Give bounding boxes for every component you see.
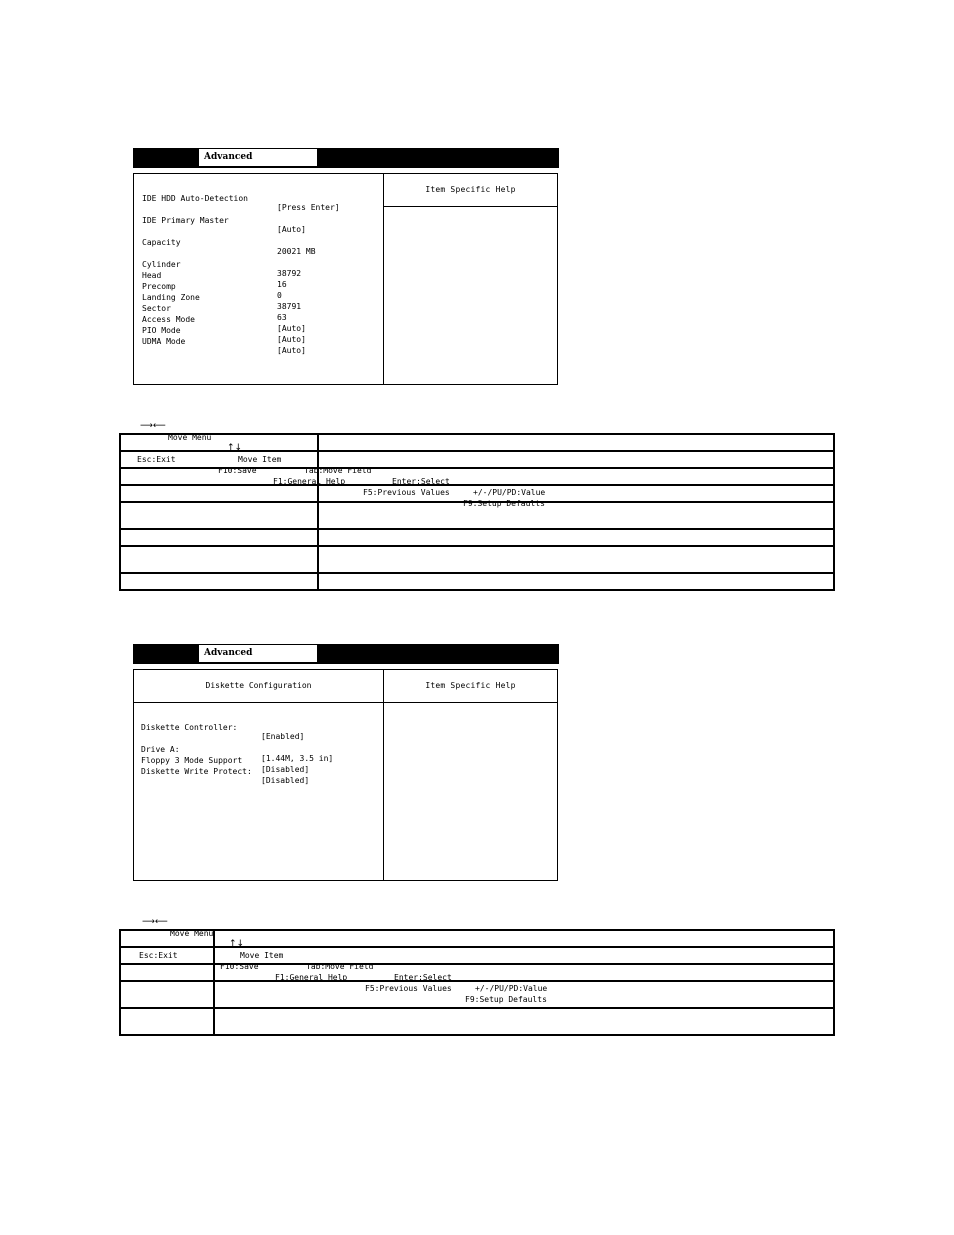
arrow-up-down-icon: ↑↓: [229, 939, 245, 949]
setting-value[interactable]: [Disabled]: [261, 776, 310, 785]
table-cell: [318, 451, 834, 468]
setting-value: 63: [277, 313, 287, 322]
menu-bar: [133, 644, 559, 664]
menu-bar: [133, 148, 559, 168]
setting-value[interactable]: [Auto]: [277, 335, 306, 344]
table-cell: [120, 529, 318, 546]
setting-label: Floppy 3 Mode Support: [141, 756, 243, 765]
key-setup-defaults: F9:Setup Defaults: [463, 499, 545, 508]
table-cell: [120, 964, 214, 981]
table-cell: [318, 546, 834, 573]
setting-label: IDE Primary Master: [142, 216, 229, 225]
table-row: [120, 964, 834, 981]
table-cell: [214, 930, 834, 947]
table-cell: [214, 1008, 834, 1035]
table-row: [120, 502, 834, 529]
key-exit: Esc:Exit: [139, 951, 178, 960]
table-row: [120, 1008, 834, 1035]
table-row: [120, 485, 834, 502]
table-cell: [318, 529, 834, 546]
setting-value: 38791: [277, 302, 302, 311]
setting-label: Head: [142, 271, 162, 280]
arrow-right-left-icon: ⟶⟵: [140, 421, 166, 431]
diskette-settings-table: [119, 929, 835, 1036]
key-move-item: Move Item: [240, 951, 284, 960]
key-previous-values: F5:Previous Values: [363, 488, 450, 497]
menu-tab-advanced[interactable]: Advanced: [199, 645, 317, 662]
table-cell: [318, 485, 834, 502]
key-value: +/-/PU/PD:Value: [475, 984, 548, 993]
key-value: +/-/PU/PD:Value: [473, 488, 546, 497]
setting-label: UDMA Mode: [142, 337, 186, 346]
table-cell: [120, 434, 318, 451]
key-move-field: Tab:Move Field: [304, 466, 372, 475]
table-cell: [120, 1008, 214, 1035]
setting-label: Sector: [142, 304, 171, 313]
key-select: Enter:Select: [392, 477, 450, 486]
setting-label: Drive A:: [141, 745, 180, 754]
setting-label: Capacity: [142, 238, 181, 247]
settings-panel: [133, 669, 558, 881]
table-cell: [318, 573, 834, 590]
bios-screen-ide: [133, 148, 559, 508]
table-cell: [120, 947, 214, 964]
table-row: [120, 573, 834, 590]
table-row: [120, 947, 834, 964]
item-specific-help-title: Item Specific Help: [384, 174, 557, 207]
key-previous-values: F5:Previous Values: [365, 984, 452, 993]
table-cell: [120, 546, 318, 573]
table-cell: [214, 964, 834, 981]
table-cell: [120, 485, 318, 502]
setting-value: 0: [277, 291, 282, 300]
key-move-menu: Move Menu: [170, 929, 214, 938]
setting-value[interactable]: [Auto]: [277, 346, 306, 355]
setting-label: Diskette Controller:: [141, 723, 238, 732]
setting-value: 20021 MB: [277, 247, 316, 256]
setting-value: 16: [277, 280, 287, 289]
setting-label: PIO Mode: [142, 326, 181, 335]
table-cell: [120, 981, 214, 1008]
key-save: F10:Save: [218, 466, 257, 475]
table-cell: [120, 502, 318, 529]
setting-value[interactable]: [Enabled]: [261, 732, 305, 741]
table-cell: [318, 502, 834, 529]
setting-value: 38792: [277, 269, 302, 278]
table-cell: [214, 947, 834, 964]
table-cell: [120, 468, 318, 485]
key-move-item: Move Item: [238, 455, 282, 464]
table-cell: [214, 981, 834, 1008]
table-cell: [318, 434, 834, 451]
setting-label: Precomp: [142, 282, 176, 291]
bios-screen-diskette: [133, 644, 559, 1004]
key-select: Enter:Select: [394, 973, 452, 982]
ide-settings-table: [119, 433, 835, 591]
setting-value[interactable]: [Press Enter]: [277, 203, 340, 212]
table-cell: [318, 468, 834, 485]
table-row: [120, 981, 834, 1008]
table-row: [120, 434, 834, 451]
table-cell: [120, 573, 318, 590]
setting-label: Landing Zone: [142, 293, 200, 302]
key-save: F10:Save: [220, 962, 259, 971]
setting-value[interactable]: [Auto]: [277, 324, 306, 333]
setting-label: IDE HDD Auto-Detection: [142, 194, 248, 203]
menu-tab-advanced[interactable]: Advanced: [199, 149, 317, 166]
arrow-right-left-icon: ⟶⟵: [142, 917, 168, 927]
item-specific-help-title: Item Specific Help: [384, 670, 557, 703]
key-move-field: Tab:Move Field: [306, 962, 374, 971]
setting-row-udma-mode[interactable]: [134, 328, 383, 364]
setting-label: Access Mode: [142, 315, 195, 324]
table-row: [120, 468, 834, 485]
key-move-menu: Move Menu: [168, 433, 212, 442]
table-row: [120, 451, 834, 468]
setting-value[interactable]: [Disabled]: [261, 765, 310, 774]
setting-label: Diskette Write Protect:: [141, 767, 252, 776]
key-setup-defaults: F9:Setup Defaults: [465, 995, 547, 1004]
setting-value[interactable]: [Auto]: [277, 225, 306, 234]
table-cell: [120, 930, 214, 947]
setting-row-diskette-write-protect[interactable]: [134, 758, 383, 794]
arrow-up-down-icon: ↑↓: [227, 443, 243, 453]
setting-label: Cylinder: [142, 260, 181, 269]
diskette-configuration-title: Diskette Configuration: [134, 670, 383, 703]
table-row: [120, 529, 834, 546]
key-general-help: F1:General Help: [273, 477, 346, 486]
key-general-help: F1:General Help: [275, 973, 348, 982]
setting-value[interactable]: [1.44M, 3.5 in]: [261, 754, 334, 763]
settings-panel: [133, 173, 558, 385]
table-cell: [120, 451, 318, 468]
table-row: [120, 546, 834, 573]
key-exit: Esc:Exit: [137, 455, 176, 464]
table-row: [120, 930, 834, 947]
